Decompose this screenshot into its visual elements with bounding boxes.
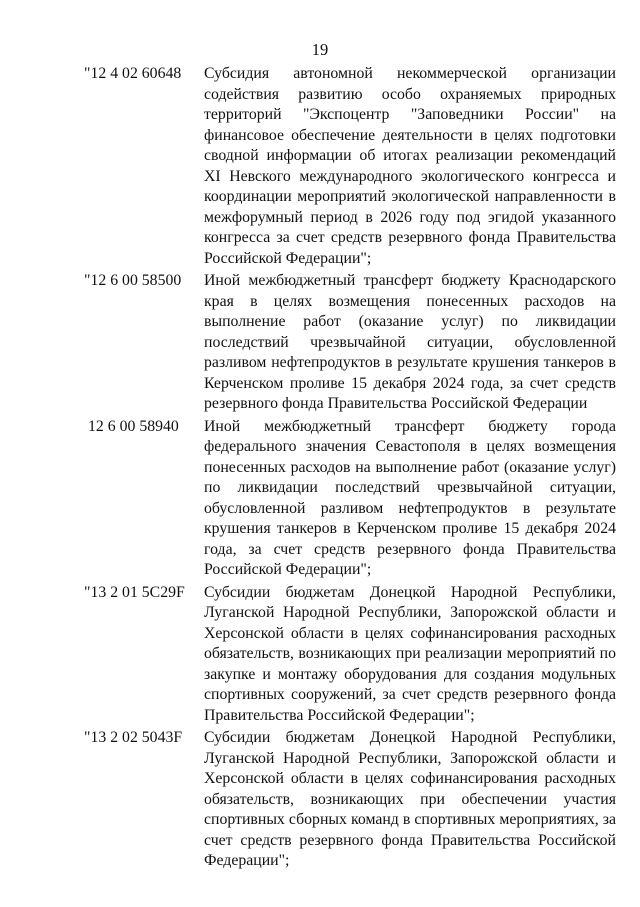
budget-classification-code: 12 6 00 58940 — [88, 417, 179, 435]
budget-entries-list — [84, 64, 616, 872]
page-number: 19 — [311, 40, 329, 59]
budget-entry — [84, 728, 616, 872]
budget-entry-description: Субсидии бюджетам Донецкой Народной Республики, Луганской Народной Республики, Запорожской области и Херсонской области в целях софинансирования расходных обязательств, возникающих при реализации мероприятий по закупке и монтажу оборудования для создания модульных спортивных сооружений, за счет средств резервного фонда Правительства Российской Федерации"; — [204, 583, 616, 724]
budget-entry-description: Субсидия автономной некоммерческой организации содействия развитию особо охраняемых природных территорий "Экспоцентр "Заповедники России" на финансовое обеспечение деятельности в целях подготовки сводной информации об итогах реализации рекомендаций XI Невского международного экологического конгресса и координации мероприятий экологической направленности в межфорумный период в 2026 году под эгидой указанного конгресса за счет средств резервного фонда Правительства Российской Федерации"; — [204, 65, 616, 267]
budget-classification-code: "13 2 02 5043F — [84, 729, 183, 746]
budget-entry — [84, 417, 616, 581]
budget-entry — [84, 583, 616, 727]
budget-entry-description: Иной межбюджетный трансферт бюджету Краснодарского края в целях возмещения понесенных расходов на выполнение работ (оказание услуг) по ликвидации последствий чрезвычайной ситуации, обусловленной разливом нефтепродуктов в результате крушения танкеров в Керченском проливе 15 декабря 2024 года, за счет средств резервного фонда Правительства Российской Федерации — [204, 272, 616, 412]
budget-entry — [84, 271, 616, 415]
budget-classification-code: "12 6 00 58500 — [84, 272, 182, 289]
budget-entry-description: Субсидии бюджетам Донецкой Народной Республики, Луганской Народной Республики, Запорожской области и Херсонской области в целях софинансирования расходных обязательств, возникающих при обеспечении участия спортивных сборных команд в спортивных мероприятиях, за счет средств резервного фонда Правительства Российской Федерации"; — [204, 729, 616, 869]
budget-entry — [84, 64, 616, 269]
budget-classification-code: "12 4 02 60648 — [84, 65, 182, 82]
budget-classification-code: "13 2 01 5C29F — [84, 583, 185, 601]
budget-entry-description: Иной межбюджетный трансферт бюджету города федерального значения Севастополя в целях возмещения понесенных расходов на выполнение работ (оказание услуг) по ликвидации последствий чрезвычайной ситуации, обусловленной разливом нефтепродуктов в результате крушения танкеров в Керченском проливе 15 декабря 2024 года, за счет средств резервного фонда Правительства Российской Федерации"; — [204, 417, 616, 578]
